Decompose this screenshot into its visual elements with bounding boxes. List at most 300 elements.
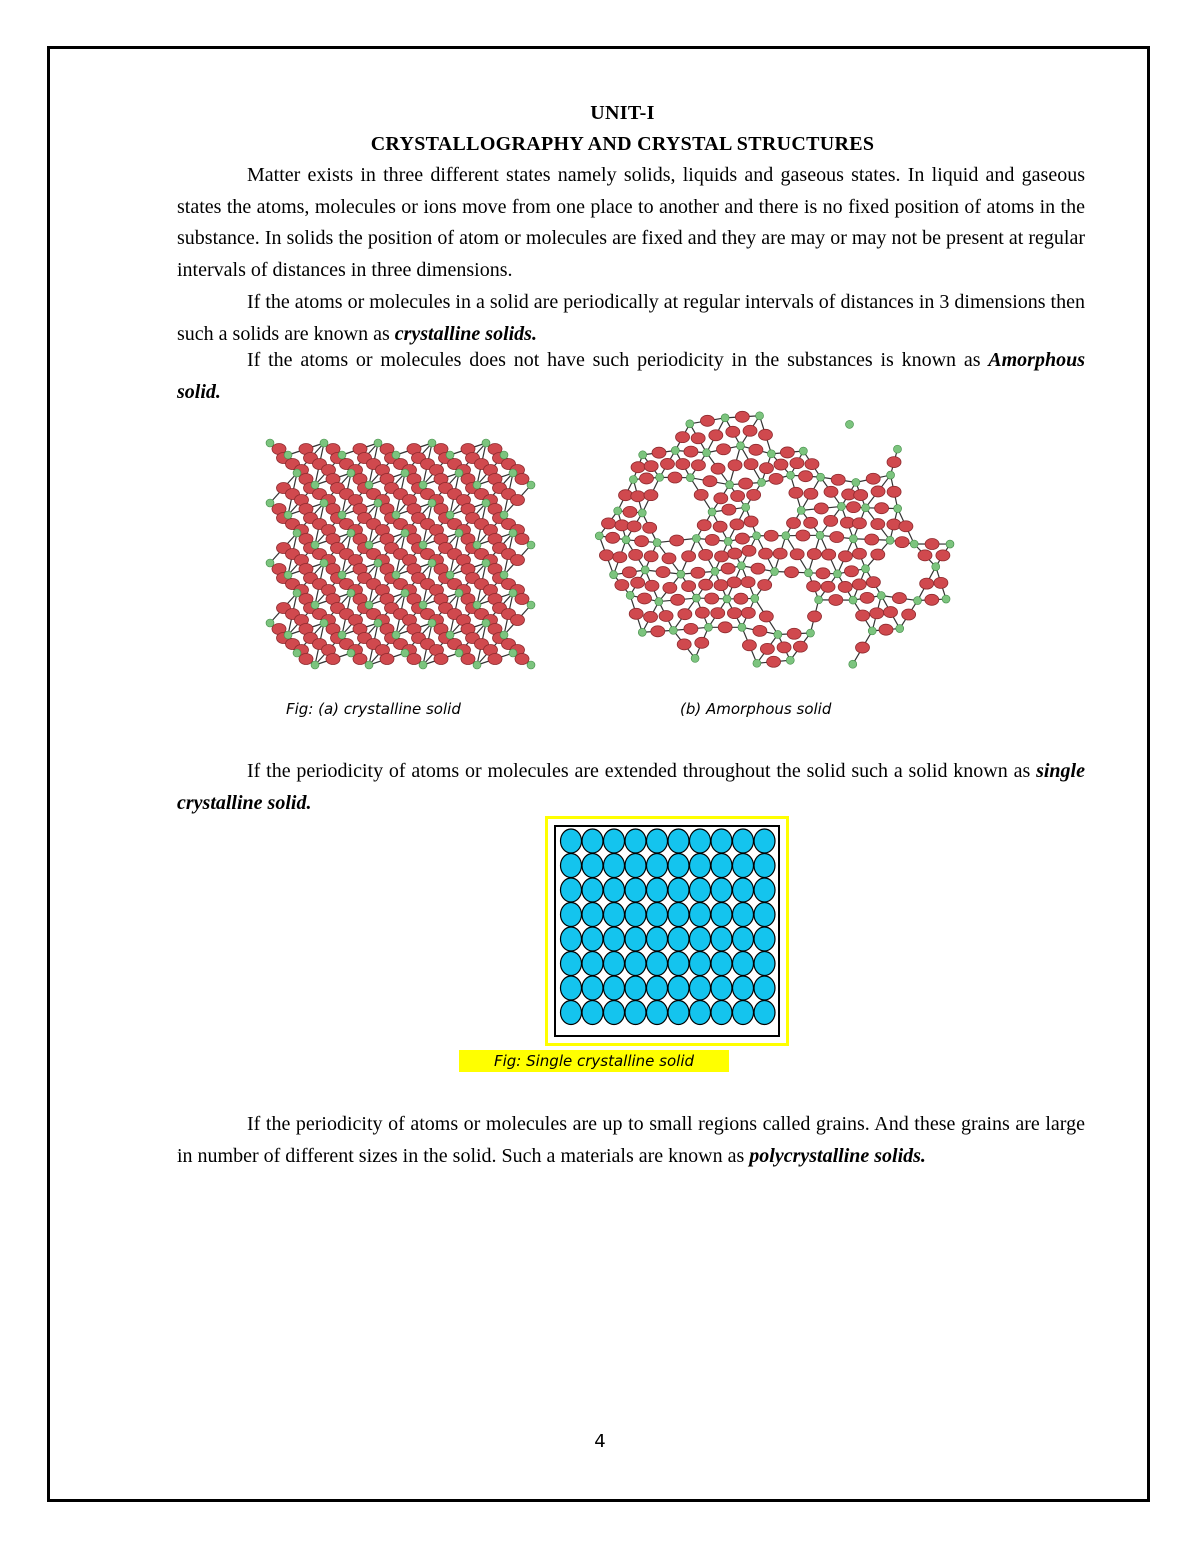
crystal-atom	[604, 878, 625, 902]
silicon-atom	[787, 471, 795, 479]
silicon-atom	[401, 649, 409, 657]
oxygen-atom	[722, 504, 736, 515]
crystal-atom	[733, 854, 754, 878]
crystal-atom	[625, 952, 646, 976]
silicon-atom	[771, 568, 779, 576]
oxygen-atom	[780, 447, 794, 458]
silicon-atom	[806, 629, 814, 637]
oxygen-atom	[854, 490, 868, 501]
oxygen-atom	[623, 506, 637, 517]
crystal-atom	[690, 829, 711, 853]
oxygen-atom	[925, 594, 939, 605]
oxygen-atom	[918, 550, 932, 561]
oxygen-atom	[714, 580, 728, 591]
oxygen-atom	[875, 503, 889, 514]
oxygen-atom	[515, 594, 529, 605]
silicon-atom	[629, 476, 637, 484]
oxygen-atom	[619, 490, 633, 501]
oxygen-atom	[852, 579, 866, 590]
silicon-atom	[284, 631, 292, 639]
oxygen-atom	[714, 493, 728, 504]
silicon-atom	[610, 571, 618, 579]
crystal-atom	[733, 952, 754, 976]
crystal-atom	[754, 878, 775, 902]
crystal-atom	[582, 829, 603, 853]
oxygen-atom	[764, 530, 778, 541]
oxygen-atom	[326, 654, 340, 665]
oxygen-atom	[434, 654, 448, 665]
silicon-atom	[365, 541, 373, 549]
caption-amorphous-solid: (b) Amorphous solid	[680, 700, 832, 718]
silicon-atom	[365, 601, 373, 609]
oxygen-atom	[727, 608, 741, 619]
oxygen-atom	[662, 553, 676, 564]
oxygen-atom	[934, 577, 948, 588]
crystal-atom	[647, 878, 668, 902]
crystal-atom	[733, 878, 754, 902]
silicon-atom	[837, 502, 845, 510]
silicon-atom	[704, 623, 712, 631]
crystal-atom	[561, 1001, 582, 1025]
oxygen-atom	[822, 549, 836, 560]
silicon-atom	[686, 474, 694, 482]
silicon-atom	[815, 596, 823, 604]
crystal-atom	[647, 976, 668, 1000]
term-crystalline-solids: crystalline solids.	[394, 322, 537, 345]
term-single-crystalline-solid: single crystalline solid.	[177, 760, 1085, 814]
silicon-atom	[669, 626, 677, 634]
oxygen-atom	[699, 549, 713, 560]
oxygen-atom	[895, 537, 909, 548]
oxygen-atom	[785, 567, 799, 578]
oxygen-atom	[691, 433, 705, 444]
silicon-atom	[868, 627, 876, 635]
crystal-atom	[561, 976, 582, 1000]
oxygen-atom	[852, 518, 866, 529]
silicon-atom	[708, 508, 716, 516]
silicon-atom	[392, 451, 400, 459]
oxygen-atom	[821, 581, 835, 592]
silicon-atom	[446, 571, 454, 579]
silicon-atom	[446, 631, 454, 639]
oxygen-atom	[860, 592, 874, 603]
silicon-atom	[482, 619, 490, 627]
silicon-atom	[500, 571, 508, 579]
silicon-atom	[311, 661, 319, 669]
crystal-atom	[711, 854, 732, 878]
silicon-atom	[446, 511, 454, 519]
crystal-atom	[625, 976, 646, 1000]
silicon-atom	[428, 439, 436, 447]
crystal-atom	[711, 878, 732, 902]
crystal-atom	[647, 829, 668, 853]
crystal-atom	[733, 1001, 754, 1025]
silicon-atom	[751, 594, 759, 602]
silicon-atom	[500, 631, 508, 639]
crystal-atom	[561, 927, 582, 951]
crystal-atom	[625, 829, 646, 853]
oxygen-atom	[777, 642, 791, 653]
crystal-atom	[711, 829, 732, 853]
silicon-atom	[374, 439, 382, 447]
oxygen-atom	[711, 463, 725, 474]
oxygen-atom	[852, 548, 866, 559]
single-crystal-figure	[545, 816, 789, 1046]
silicon-atom	[849, 596, 857, 604]
oxygen-atom	[700, 415, 714, 426]
oxygen-atom	[790, 549, 804, 560]
silicon-atom	[846, 420, 854, 428]
oxygen-atom	[887, 457, 901, 468]
silicon-atom	[455, 649, 463, 657]
silicon-atom	[320, 439, 328, 447]
crystal-atom	[754, 927, 775, 951]
oxygen-atom	[790, 458, 804, 469]
oxygen-atom	[694, 489, 708, 500]
silicon-atom	[737, 442, 745, 450]
silicon-atom	[817, 473, 825, 481]
crystal-atom	[711, 1001, 732, 1025]
crystal-atom	[647, 854, 668, 878]
oxygen-atom	[787, 518, 801, 529]
silicon-atom	[509, 529, 517, 537]
silicon-atom	[527, 481, 535, 489]
silicon-atom	[482, 439, 490, 447]
silicon-atom	[692, 534, 700, 542]
crystal-atom	[754, 829, 775, 853]
silicon-atom	[782, 532, 790, 540]
silicon-atom	[428, 619, 436, 627]
oxygen-atom	[601, 518, 615, 529]
silicon-atom	[392, 511, 400, 519]
silicon-atom	[473, 541, 481, 549]
silicon-atom	[886, 536, 894, 544]
oxygen-atom	[606, 532, 620, 543]
crystal-atom	[561, 903, 582, 927]
caption-crystalline-solid: Fig: (a) crystalline solid	[286, 700, 461, 718]
silicon-atom	[428, 499, 436, 507]
crystal-atom	[582, 1001, 603, 1025]
oxygen-atom	[760, 643, 774, 654]
oxygen-atom	[899, 521, 913, 532]
oxygen-atom	[871, 486, 885, 497]
oxygen-atom	[643, 522, 657, 533]
silicon-atom	[293, 589, 301, 597]
silicon-atom	[266, 499, 274, 507]
oxygen-atom	[796, 530, 810, 541]
oxygen-atom	[730, 519, 744, 530]
silicon-atom	[799, 447, 807, 455]
crystal-atom	[690, 1001, 711, 1025]
page-title: CRYSTALLOGRAPHY AND CRYSTAL STRUCTURES	[370, 133, 875, 155]
crystal-atom	[690, 854, 711, 878]
crystal-atom	[733, 903, 754, 927]
crystal-atom	[733, 927, 754, 951]
silicon-atom	[320, 619, 328, 627]
silicon-atom	[338, 631, 346, 639]
crystal-atom	[582, 854, 603, 878]
silicon-atom	[753, 532, 761, 540]
oxygen-atom	[742, 545, 756, 556]
silicon-atom	[737, 562, 745, 570]
silicon-atom	[887, 471, 895, 479]
crystal-atom	[668, 854, 689, 878]
crystal-atom	[754, 1001, 775, 1025]
oxygen-atom	[871, 549, 885, 560]
oxygen-atom	[644, 461, 658, 472]
oxygen-atom	[721, 563, 735, 574]
crystal-atom	[604, 927, 625, 951]
oxygen-atom	[691, 567, 705, 578]
oxygen-atom	[902, 609, 916, 620]
silicon-atom	[862, 504, 870, 512]
oxygen-atom	[734, 593, 748, 604]
silicon-atom	[910, 540, 918, 548]
oxygen-atom	[727, 577, 741, 588]
oxygen-atom	[758, 429, 772, 440]
oxygen-atom	[866, 577, 880, 588]
silicon-atom	[428, 559, 436, 567]
oxygen-atom	[747, 489, 761, 500]
silicon-atom	[455, 469, 463, 477]
silicon-atom	[473, 601, 481, 609]
oxygen-atom	[742, 640, 756, 651]
oxygen-atom	[731, 490, 745, 501]
crystal-atom	[625, 878, 646, 902]
oxygen-atom	[751, 563, 765, 574]
silicon-atom	[638, 628, 646, 636]
oxygen-atom	[615, 520, 629, 531]
oxygen-atom	[879, 624, 893, 635]
silicon-atom	[365, 481, 373, 489]
silicon-atom	[401, 589, 409, 597]
oxygen-atom	[644, 490, 658, 501]
silicon-atom	[753, 659, 761, 667]
silicon-atom	[293, 529, 301, 537]
oxygen-atom	[856, 642, 870, 653]
silicon-atom	[293, 649, 301, 657]
crystal-atom	[582, 952, 603, 976]
silicon-atom	[724, 537, 732, 545]
oxygen-atom	[887, 519, 901, 530]
crystalline-solid-figure	[255, 418, 550, 683]
silicon-atom	[914, 597, 922, 605]
oxygen-atom	[709, 430, 723, 441]
oxygen-atom	[735, 411, 749, 422]
oxygen-atom	[631, 491, 645, 502]
silicon-atom	[284, 511, 292, 519]
silicon-atom	[692, 594, 700, 602]
crystal-atom	[668, 1001, 689, 1025]
oxygen-atom	[735, 533, 749, 544]
oxygen-atom	[645, 580, 659, 591]
oxygen-atom	[846, 502, 860, 513]
oxygen-atom	[511, 495, 525, 506]
silicon-atom	[338, 571, 346, 579]
paragraph-amorphous	[177, 345, 1085, 408]
crystal-atom	[668, 976, 689, 1000]
oxygen-atom	[678, 609, 692, 620]
crystal-atom	[754, 976, 775, 1000]
crystal-atom	[604, 976, 625, 1000]
oxygen-atom	[659, 610, 673, 621]
silicon-atom	[786, 656, 794, 664]
silicon-atom	[626, 591, 634, 599]
oxygen-atom	[741, 607, 755, 618]
oxygen-atom	[856, 610, 870, 621]
silicon-atom	[284, 451, 292, 459]
silicon-atom	[311, 541, 319, 549]
oxygen-atom	[668, 472, 682, 483]
silicon-atom	[401, 529, 409, 537]
silicon-atom	[677, 570, 685, 578]
oxygen-atom	[866, 473, 880, 484]
oxygen-atom	[741, 577, 755, 588]
oxygen-atom	[695, 637, 709, 648]
silicon-atom	[738, 623, 746, 631]
crystal-atom	[647, 952, 668, 976]
oxygen-atom	[631, 462, 645, 473]
oxygen-atom	[870, 608, 884, 619]
oxygen-atom	[769, 473, 783, 484]
oxygen-atom	[871, 519, 885, 530]
oxygen-atom	[816, 568, 830, 579]
silicon-atom	[721, 414, 729, 422]
silicon-atom	[703, 449, 711, 457]
oxygen-atom	[759, 548, 773, 559]
silicon-atom	[473, 481, 481, 489]
silicon-atom	[671, 446, 679, 454]
crystal-atom	[604, 829, 625, 853]
term-polycrystalline-solids: polycrystalline solids.	[749, 1144, 926, 1167]
oxygen-atom	[407, 654, 421, 665]
oxygen-atom	[299, 654, 313, 665]
oxygen-atom	[717, 444, 731, 455]
oxygen-atom	[660, 458, 674, 469]
oxygen-atom	[715, 551, 729, 562]
oxygen-atom	[651, 626, 665, 637]
oxygen-atom	[663, 582, 677, 593]
silicon-atom	[500, 511, 508, 519]
crystal-atom	[561, 952, 582, 976]
crystal-atom	[690, 952, 711, 976]
crystal-atom	[582, 927, 603, 951]
crystal-atom	[668, 829, 689, 853]
oxygen-atom	[718, 622, 732, 633]
oxygen-atom	[728, 460, 742, 471]
paragraph-text: If the atoms or molecules does not have such periodicity in the substances is known as	[247, 349, 989, 371]
oxygen-atom	[838, 581, 852, 592]
silicon-atom	[527, 541, 535, 549]
silicon-atom	[509, 589, 517, 597]
crystal-atom	[690, 927, 711, 951]
silicon-atom	[482, 559, 490, 567]
oxygen-atom	[807, 581, 821, 592]
crystal-atom	[582, 878, 603, 902]
oxygen-atom	[644, 551, 658, 562]
oxygen-atom	[380, 654, 394, 665]
oxygen-atom	[726, 426, 740, 437]
crystal-atom	[690, 976, 711, 1000]
paragraph-polycrystalline	[177, 1109, 1085, 1172]
crystal-atom	[647, 1001, 668, 1025]
oxygen-atom	[629, 608, 643, 619]
term-amorphous-solid: Amorphous solid.	[177, 349, 1085, 403]
silicon-atom	[805, 569, 813, 577]
oxygen-atom	[728, 548, 742, 559]
silicon-atom	[946, 540, 954, 548]
crystal-atom	[625, 903, 646, 927]
silicon-atom	[455, 529, 463, 537]
paragraph-text: If the periodicity of atoms or molecules are up to small regions called grains. And these grains are large in number of different sizes in the solid. Such a materials are known as	[177, 1113, 1085, 1167]
silicon-atom	[311, 481, 319, 489]
oxygen-atom	[739, 478, 753, 489]
crystal-atom	[733, 976, 754, 1000]
crystal-atom	[625, 1001, 646, 1025]
silicon-atom	[509, 649, 517, 657]
crystal-atom	[711, 903, 732, 927]
oxygen-atom	[865, 534, 879, 545]
oxygen-atom	[677, 639, 691, 650]
silicon-atom	[374, 619, 382, 627]
silicon-atom	[756, 412, 764, 420]
crystal-atom	[711, 927, 732, 951]
crystal-atom	[625, 927, 646, 951]
oxygen-atom	[703, 476, 717, 487]
paragraph-crystalline	[177, 287, 1085, 350]
crystal-atom	[690, 878, 711, 902]
oxygen-atom	[711, 608, 725, 619]
crystal-atom	[668, 903, 689, 927]
oxygen-atom	[515, 654, 529, 665]
oxygen-atom	[920, 578, 934, 589]
oxygen-atom	[808, 611, 822, 622]
oxygen-atom	[884, 607, 898, 618]
crystal-atom	[582, 903, 603, 927]
oxygen-atom	[613, 552, 627, 563]
oxygen-atom	[824, 515, 838, 526]
oxygen-atom	[829, 594, 843, 605]
silicon-atom	[266, 619, 274, 627]
silicon-atom	[401, 469, 409, 477]
oxygen-atom	[511, 615, 525, 626]
silicon-atom	[482, 499, 490, 507]
crystal-atom	[604, 1001, 625, 1025]
silicon-atom	[639, 451, 647, 459]
silicon-atom	[320, 499, 328, 507]
oxygen-atom	[629, 549, 643, 560]
oxygen-atom	[793, 641, 807, 652]
oxygen-atom	[637, 593, 651, 604]
silicon-atom	[500, 451, 508, 459]
oxygen-atom	[622, 567, 636, 578]
silicon-atom	[942, 595, 950, 603]
oxygen-atom	[789, 487, 803, 498]
oxygen-atom	[753, 625, 767, 636]
silicon-atom	[266, 559, 274, 567]
silicon-atom	[293, 469, 301, 477]
silicon-atom	[347, 649, 355, 657]
silicon-atom	[509, 469, 517, 477]
oxygen-atom	[830, 532, 844, 543]
oxygen-atom	[774, 459, 788, 470]
oxygen-atom	[804, 488, 818, 499]
silicon-atom	[656, 473, 664, 481]
oxygen-atom	[744, 459, 758, 470]
crystal-atom	[647, 927, 668, 951]
silicon-atom	[852, 478, 860, 486]
oxygen-atom	[773, 548, 787, 559]
